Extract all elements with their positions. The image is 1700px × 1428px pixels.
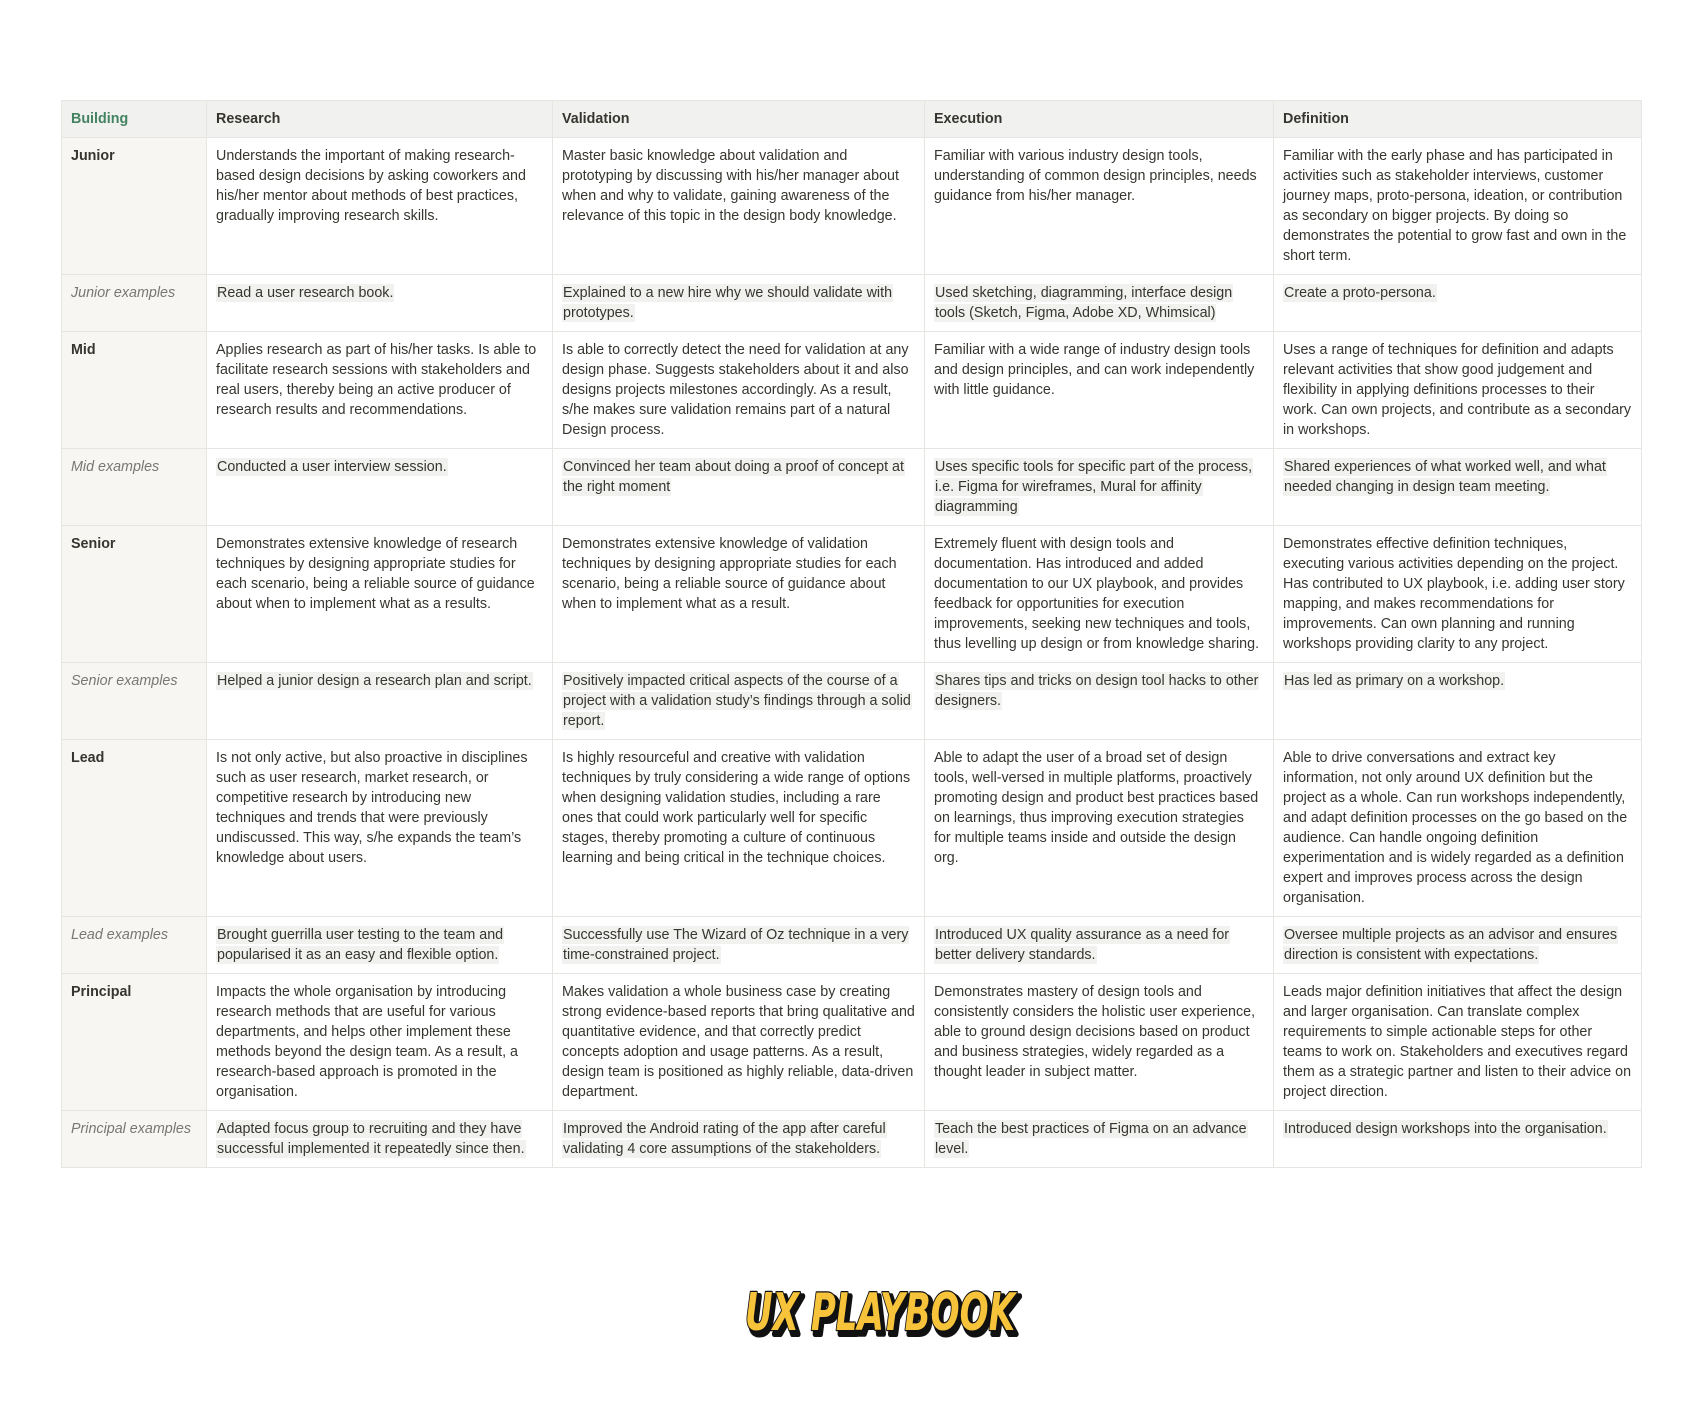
research-cell: [207, 449, 553, 526]
execution-cell: Familiar with various industry design tools, understanding of common design principles, needs guidance from his/her manager.: [925, 138, 1274, 275]
skills-matrix-table: [61, 100, 1642, 1168]
logo-shadow-text: UX PLAYBOOK: [748, 1287, 1021, 1342]
execution-cell: Demonstrates mastery of design tools and consistently considers the holistic user experience, able to ground design decisions based on product and business strategies, widely regarded as a thought leader in subject matter.: [925, 974, 1274, 1111]
definition-cell: [1274, 449, 1642, 526]
definition-cell: Familiar with the early phase and has participated in activities such as stakeholder interviews, customer journey maps, proto-persona, ideation, or contribution as secondary on bigger projects. By doing so demonstrates the potential to grow fast and own in the short term.: [1274, 138, 1642, 275]
research-cell: [207, 1111, 553, 1168]
validation-cell: [553, 275, 925, 332]
validation-example-text: Improved the Android rating of the app after careful validating 4 core assumptions of the stakeholders.: [563, 1121, 886, 1157]
validation-cell: Is highly resourceful and creative with validation techniques by truly considering a wide range of options when designing validation studies, including a rare ones that could work particularly well for specific stages, thereby promoting a culture of continuous learning and being critical in the technique choices.: [553, 740, 925, 917]
research-cell: Demonstrates extensive knowledge of research techniques by designing appropriate studies for each scenario, being a reliable source of guidance about when to implement what as a results.: [207, 526, 553, 663]
research-cell: Understands the important of making research-based design decisions by asking coworkers and his/her mentor about methods of best practices, gradually improving research skills.: [207, 138, 553, 275]
examples-label: Mid examples: [62, 449, 207, 526]
research-cell: [207, 275, 553, 332]
validation-cell: [553, 449, 925, 526]
execution-cell: Extremely fluent with design tools and documentation. Has introduced and added documentation to our UX playbook, and provides feedback for opportunities for execution improvements, seeking new techniques and tools, thus levelling up design or from knowledge sharing.: [925, 526, 1274, 663]
research-example-text: Helped a junior design a research plan and script.: [217, 673, 532, 689]
execution-cell: Able to adapt the user of a broad set of design tools, well-versed in multiple platforms, proactively promoting design and product best practices based on learnings, thus improving execution strategies for multiple teams inside and outside the design org.: [925, 740, 1274, 917]
matrix-body: [62, 138, 1642, 1168]
research-cell: Applies research as part of his/her tasks. Is able to facilitate research sessions with stakeholders and real users, thereby being an active producer of research results and recommendations.: [207, 332, 553, 449]
level-label: Principal: [62, 974, 207, 1111]
examples-label: Junior examples: [62, 275, 207, 332]
header-row: [62, 101, 1642, 138]
research-cell: [207, 663, 553, 740]
research-cell: [207, 917, 553, 974]
research-cell: Is not only active, but also proactive in disciplines such as user research, market research, or competitive research by introducing new techniques and trends that were previously undiscussed. This way, s/he expands the team’s knowledge about users.: [207, 740, 553, 917]
definition-example-text: Oversee multiple projects as an advisor and ensures direction is consistent with expectations.: [1284, 927, 1617, 963]
level-row: [62, 138, 1642, 275]
logo-text: UX PLAYBOOK: [745, 1283, 1018, 1342]
definition-cell: [1274, 275, 1642, 332]
examples-row: [62, 449, 1642, 526]
skills-matrix-container: [61, 100, 1641, 1168]
level-row: [62, 332, 1642, 449]
research-example-text: Conducted a user interview session.: [217, 459, 447, 475]
research-example-text: Brought guerrilla user testing to the team and popularised it as an easy and flexible option.: [217, 927, 504, 963]
level-label: Junior: [62, 138, 207, 275]
validation-cell: [553, 1111, 925, 1168]
validation-cell: [553, 663, 925, 740]
execution-cell: Familiar with a wide range of industry design tools and design principles, and can work independently with little guidance.: [925, 332, 1274, 449]
definition-example-text: Has led as primary on a workshop.: [1284, 673, 1505, 689]
level-row: [62, 740, 1642, 917]
definition-example-text: Create a proto-persona.: [1284, 285, 1436, 301]
examples-row: [62, 917, 1642, 974]
level-label: Mid: [62, 332, 207, 449]
column-header-research: Research: [207, 101, 553, 138]
definition-cell: [1274, 1111, 1642, 1168]
examples-label: Lead examples: [62, 917, 207, 974]
execution-example-text: Used sketching, diagramming, interface design tools (Sketch, Figma, Adobe XD, Whimsical): [935, 285, 1233, 321]
examples-label: Principal examples: [62, 1111, 207, 1168]
column-header-validation: Validation: [553, 101, 925, 138]
execution-example-text: Teach the best practices of Figma on an advance level.: [935, 1121, 1247, 1157]
definition-cell: Uses a range of techniques for definition and adapts relevant activities that show good judgement and flexibility in applying definitions processes to their work. Can own projects, and contribute as a secondary in workshops.: [1274, 332, 1642, 449]
execution-example-text: Introduced UX quality assurance as a need for better delivery standards.: [935, 927, 1230, 963]
level-label: Lead: [62, 740, 207, 917]
definition-example-text: Shared experiences of what worked well, and what needed changing in design team meeting.: [1284, 459, 1606, 495]
validation-cell: Is able to correctly detect the need for validation at any design phase. Suggests stakeholders about it and also designs projects milestones accordingly. As a result, s/he makes sure validation remains part of a natural Design process.: [553, 332, 925, 449]
validation-example-text: Successfully use The Wizard of Oz technique in a very time-constrained project.: [563, 927, 909, 963]
research-example-text: Read a user research book.: [217, 285, 394, 301]
column-header-execution: Execution: [925, 101, 1274, 138]
definition-example-text: Introduced design workshops into the organisation.: [1284, 1121, 1607, 1137]
validation-cell: Demonstrates extensive knowledge of validation techniques by designing appropriate studies for each scenario, being a reliable source of guidance about when to implement what as a result.: [553, 526, 925, 663]
definition-cell: [1274, 663, 1642, 740]
column-header-definition: Definition: [1274, 101, 1642, 138]
definition-cell: [1274, 917, 1642, 974]
ux-playbook-logo: [730, 1278, 1030, 1342]
research-example-text: Adapted focus group to recruiting and they have successful implemented it repeatedly since then.: [217, 1121, 525, 1157]
level-row: [62, 974, 1642, 1111]
validation-example-text: Explained to a new hire why we should validate with prototypes.: [563, 285, 893, 321]
validation-cell: Master basic knowledge about validation and prototyping by discussing with his/her manager about when and why to validate, gaining awareness of the relevance of this topic in the design body knowledge.: [553, 138, 925, 275]
execution-cell: [925, 449, 1274, 526]
execution-cell: [925, 663, 1274, 740]
execution-example-text: Shares tips and tricks on design tool hacks to other designers.: [935, 673, 1259, 709]
definition-cell: Demonstrates effective definition techniques, executing various activities depending on the project. Has contributed to UX playbook, i.e. adding user story mapping, and makes recommendations for improvements. Can own planning and running workshops providing clarity to any project.: [1274, 526, 1642, 663]
definition-cell: Able to drive conversations and extract key information, not only around UX definition but the project as a whole. Can run workshops independently, and adapt definition processes on the go based on the audience. Can handle ongoing definition experimentation and is widely regarded as a definition expert and improves process across the design organisation.: [1274, 740, 1642, 917]
examples-row: [62, 275, 1642, 332]
validation-example-text: Positively impacted critical aspects of the course of a project with a validation study’s findings through a solid report.: [563, 673, 911, 729]
execution-example-text: Uses specific tools for specific part of the process, i.e. Figma for wireframes, Mural for affinity diagramming: [935, 459, 1253, 515]
research-cell: Impacts the whole organisation by introducing research methods that are useful for various departments, and helps other implement these methods beyond the design team. As a result, a research-based approach is promoted in the organisation.: [207, 974, 553, 1111]
examples-label: Senior examples: [62, 663, 207, 740]
level-label: Senior: [62, 526, 207, 663]
examples-row: [62, 1111, 1642, 1168]
execution-cell: [925, 917, 1274, 974]
column-header-building: Building: [62, 101, 207, 138]
examples-row: [62, 663, 1642, 740]
level-row: [62, 526, 1642, 663]
execution-cell: [925, 275, 1274, 332]
validation-example-text: Convinced her team about doing a proof of concept at the right moment: [563, 459, 904, 495]
definition-cell: Leads major definition initiatives that affect the design and larger organisation. Can translate complex requirements to simple actionable steps for other teams to work on. Stakeholders and executives regard them as a strategic partner and listen to their advice on project direction.: [1274, 974, 1642, 1111]
validation-cell: [553, 917, 925, 974]
validation-cell: Makes validation a whole business case by creating strong evidence-based reports that bring qualitative and quantitative evidence, and that correctly predict concepts adoption and usage patterns. As a result, design team is positioned as highly reliable, data-driven department.: [553, 974, 925, 1111]
execution-cell: [925, 1111, 1274, 1168]
